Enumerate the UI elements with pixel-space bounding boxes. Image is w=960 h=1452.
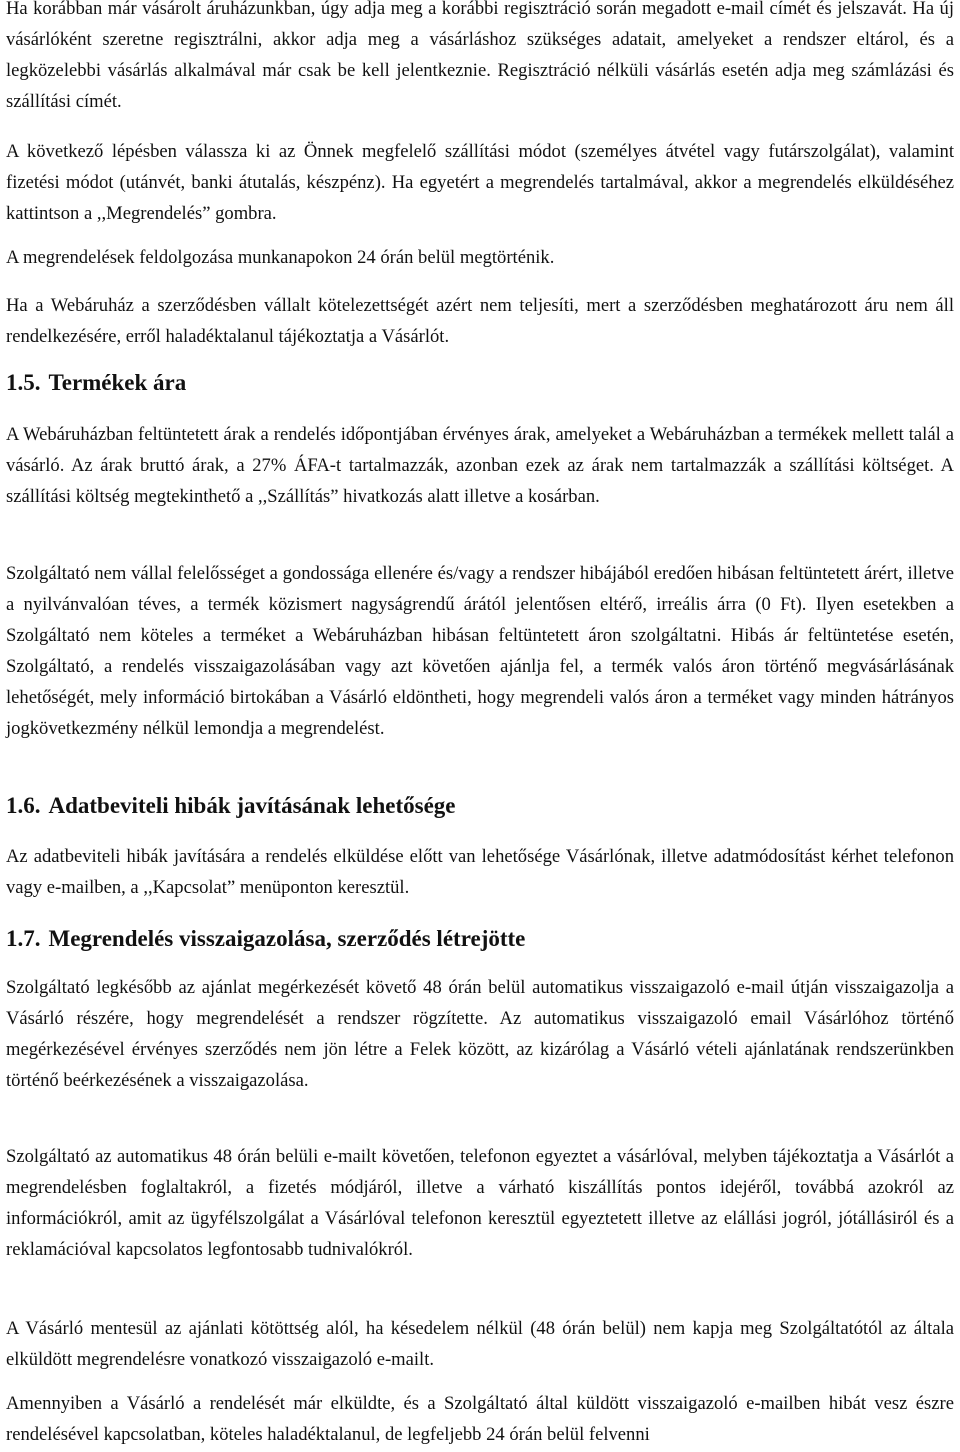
section-number: 1.6. xyxy=(6,793,41,818)
paragraph-unavailable xyxy=(6,290,954,352)
section-number: 1.5. xyxy=(6,370,41,395)
paragraph-phone xyxy=(6,1141,954,1265)
paragraph-intro xyxy=(6,0,954,117)
section-title: Megrendelés visszaigazolása, szerződés létrejötte xyxy=(48,926,526,951)
section-title: Adatbeviteli hibák javításának lehetősége xyxy=(48,793,456,818)
confirmation-text: Szolgáltató legkésőbb az ajánlat megérkezését követő 48 órán belül automatikus visszaigazoló e-mail útján visszaigazolja a Vásárló részére, hogy megrendelését a rendszer rögzítette. Az automatikus visszaigazoló email Vásárlóhoz történő megérkezésével érvényes szerződés nem jön létre a Felek között, az kizárólag a Vásárló vételi ajánlatának rendszerünkben történő beérkezésének a visszaigazolása. xyxy=(6,977,954,1091)
section-heading-1-5 xyxy=(6,368,186,398)
wrong-price-text: Szolgáltató nem vállal felelősséget a gondossága ellenére és/vagy a rendszer hibájából eredően hibásan feltüntetett árért, illetve a nyilvánvalóan téves, a termék közismert nagyságrendű árától jelentősen eltérő, irreális árra (0 Ft). Ilyen esetekben a Szolgáltató nem köteles a terméket a Webáruházban hibásan feltüntetett áron szolgáltatni. Hibás ár feltüntetése esetén, Szolgáltató, a rendelés visszaigazolásában vagy azt követően ajánlja fel, a termék valós áron történő megvásárlásának lehetőségét, mely információ birtokában a Vásárló eldöntheti, hogy megrendeli valós áron a terméket vagy minden hátrányos jogkövetkezmény nélkül lemondja a megrendelést. xyxy=(6,563,954,739)
paragraph-error-after xyxy=(6,1388,954,1450)
corrections-text: Az adatbeviteli hibák javítására a rendelés elküldése előtt van lehetősége Vásárlónak, illetve adatmódosítást kérhet telefonon vagy e-mailben, a ,,Kapcsolat” menüponton keresztül. xyxy=(6,846,954,898)
section-number: 1.7. xyxy=(6,926,41,951)
section-heading-1-7 xyxy=(6,924,525,954)
paragraph-next-step xyxy=(6,136,954,229)
paragraph-corrections xyxy=(6,841,954,903)
paragraph-wrong-price xyxy=(6,558,954,744)
processing-text: A megrendelések feldolgozása munkanapokon 24 órán belül megtörténik. xyxy=(6,247,555,268)
exempt-text: A Vásárló mentesül az ajánlati kötöttség alól, ha késedelem nélkül (48 órán belül) nem kapja meg Szolgáltatótól az általa elküldött megrendelésre vonatkozó visszaigazoló e-mailt. xyxy=(6,1318,954,1370)
section-title: Termékek ára xyxy=(48,370,187,395)
error-after-text: Amennyiben a Vásárló a rendelését már elküldte, és a Szolgáltató által küldött visszaigazoló e-mailben hibát vesz észre rendelésével kapcsolatban, köteles haladéktalanul, de legfeljebb 24 órán belül felvenni xyxy=(6,1393,954,1445)
section-heading-1-6 xyxy=(6,791,455,821)
intro-main-text: Ha korábban már vásárolt áruházunkban, úgy adja meg a korábbi regisztráció során megadott e-mail címét és jelszavát. Ha új vásárlóként szeretne regisztrálni, akkor adja meg a vásárláshoz szükséges adatait, amelyeket a rendszer eltárol, és a legközelebbi vásárlás alkalmával már csak be kell jelentkeznie. Regisztráció nélküli vásárlás esetén adja meg számlázási és szállítási címét. xyxy=(6,0,954,112)
paragraph-processing xyxy=(6,242,954,273)
prices-text: A Webáruházban feltüntetett árak a rendelés időpontjában érvényes árak, amelyeket a Webáruházban a termékek mellett talál a vásárló. Az árak bruttó árak, a 27% ÁFA-t tartalmazzák, azonban ezek az árak nem tartalmazzák a szállítási költséget. A szállítási költség megtekinthető a ,,Szállítás” hivatkozás alatt illetve a kosárban. xyxy=(6,424,954,507)
next-step-text: A következő lépésben válassza ki az Önnek megfelelő szállítási módot (személyes átvétel vagy futárszolgálat), valamint fizetési módot (utánvét, banki átutalás, készpénz). Ha egyetért a megrendelés tartalmával, akkor a megrendelés elküldéséhez kattintson a ,,Megrendelés” gombra. xyxy=(6,141,954,224)
paragraph-prices xyxy=(6,419,954,512)
paragraph-exempt xyxy=(6,1313,954,1375)
paragraph-confirmation xyxy=(6,972,954,1096)
unavailable-text: Ha a Webáruház a szerződésben vállalt kötelezettségét azért nem teljesíti, mert a szerződésben meghatározott áru nem áll rendelkezésére, erről haladéktalanul tájékoztatja a Vásárlót. xyxy=(6,295,954,347)
phone-text: Szolgáltató az automatikus 48 órán belüli e-mailt követően, telefonon egyeztet a vásárlóval, melyben tájékoztatja a Vásárlót a megrendelésben foglaltakról, a fizetés módjáról, illetve a várható kiszállítás pontos idejéről, továbbá azokról az információkról, amit az ügyfélszolgálat a Vásárlóval telefonon keresztül egyeztetett illetve az elállási jogról, jótállásiról és a reklamációval kapcsolatos legfontosabb tudnivalókról. xyxy=(6,1146,954,1260)
